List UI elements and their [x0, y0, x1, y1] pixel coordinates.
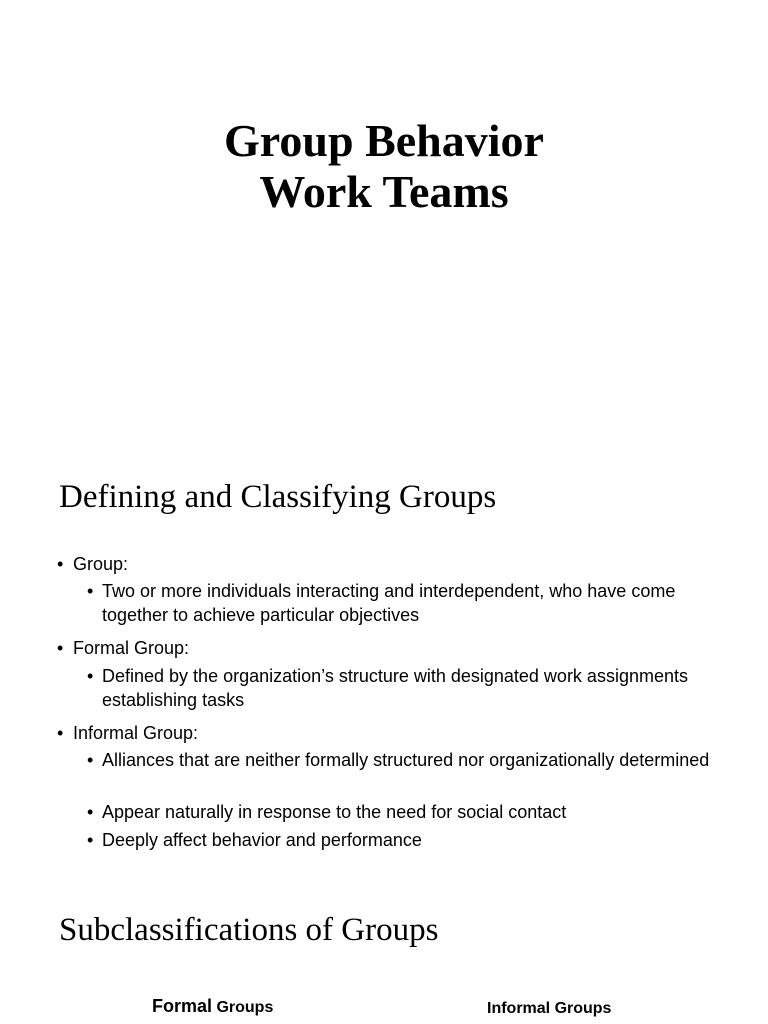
- informal-groups-label: Informal Groups: [487, 1000, 612, 1017]
- slide-title-line-2: Work Teams: [259, 166, 509, 217]
- title-slide: [0, 0, 768, 440]
- sub-bullet-informal-alliances: • Alliances that are neither formally structured nor organizationally determined: [102, 748, 722, 772]
- sub-bullet-informal-social-contact: • Appear naturally in response to the need for social contact: [102, 800, 722, 824]
- formal-label-groups: Groups: [212, 999, 274, 1016]
- slide-heading-defining-groups: Defining and Classifying Groups: [59, 479, 497, 515]
- slide-title-line-1: Group Behavior: [224, 115, 544, 166]
- bullet-informal-group: • Informal Group:: [73, 721, 198, 745]
- bullet-group: • Group:: [73, 552, 128, 576]
- formal-groups-label: [152, 996, 273, 1017]
- bullet-formal-group: • Formal Group:: [73, 636, 189, 660]
- sub-bullet-formal-definition: • Defined by the organization’s structure with designated work assignments establishing tasks: [102, 664, 722, 712]
- sub-bullet-informal-behavior: • Deeply affect behavior and performance: [102, 828, 722, 852]
- formal-label-word: Formal: [152, 996, 213, 1016]
- slide-heading-subclassifications: Subclassifications of Groups: [59, 912, 439, 948]
- sub-bullet-group-definition: • Two or more individuals interacting and interdependent, who have come together to achieve particular objectives: [102, 579, 722, 627]
